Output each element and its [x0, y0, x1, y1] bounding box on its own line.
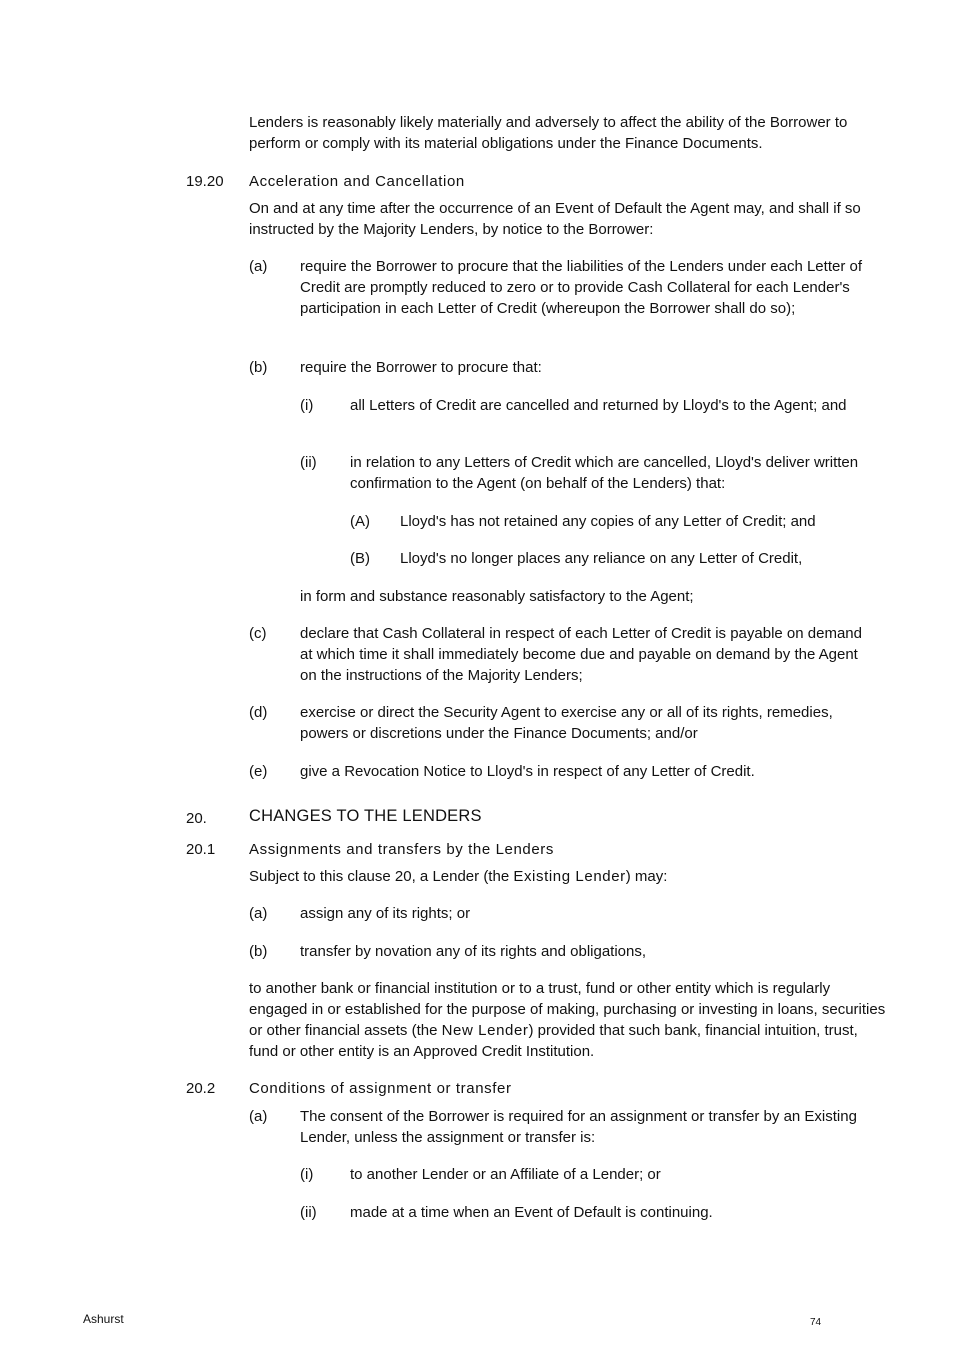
clause-20-1-heading: Assignments and transfers by the Lenders [249, 841, 554, 858]
item-e-label: (e) [249, 763, 268, 780]
footer-page-number: 74 [810, 1317, 822, 1328]
clause-20-2-number: 20.2 [186, 1080, 216, 1097]
item-b-ii-A-label: (A) [350, 513, 370, 530]
intro-continuation-paragraph: Lenders is reasonably likely materially and adversely to affect the ability of the Borrower to perform or comply with its material obligations under the Finance Documents. [249, 114, 848, 152]
item-a-text: require the Borrower to procure that the liabilities of the Lenders under each Letter of Credit are promptly reduced to zero or to provide Cash Collateral for each Lender's participation in each Letter of Credit (whereupon the Borrower shall do so); [300, 258, 862, 317]
item-b-tail: in form and substance reasonably satisfactory to the Agent; [300, 588, 694, 605]
item-e-text: give a Revocation Notice to Lloyd's in respect of any Letter of Credit. [300, 763, 755, 780]
item-c-text: declare that Cash Collateral in respect of each Letter of Credit is payable on demand at which time it shall immediately become due and payable on demand by the Agent on the instructions of the Majority Lenders; [300, 625, 862, 684]
clause-20-2-a-ii-label: (ii) [300, 1204, 317, 1221]
clause-20-2-a-i-label: (i) [300, 1166, 314, 1183]
clause-20-2-a-label: (a) [249, 1108, 268, 1125]
clause-20-heading: CHANGES TO THE LENDERS [249, 807, 482, 825]
clause-20-1-b-label: (b) [249, 943, 268, 960]
item-c-label: (c) [249, 625, 267, 642]
clause-20-2-heading: Conditions of assignment or transfer [249, 1080, 512, 1097]
defined-term-existing-lender: Existing Lender [513, 868, 626, 885]
defined-term-new-lender: New Lender [441, 1022, 529, 1039]
item-b-label: (b) [249, 359, 268, 376]
footer-firm-name: Ashurst [83, 1312, 124, 1326]
clause-20-1-a-text: assign any of its rights; or [300, 905, 471, 922]
clause-20-1-b-text: transfer by novation any of its rights and obligations, [300, 943, 647, 960]
item-b-i-label: (i) [300, 397, 314, 414]
item-b-ii-B-text: Lloyd's no longer places any reliance on any Letter of Credit, [400, 550, 803, 567]
clause-20-2-a-text: The consent of the Borrower is required for an assignment or transfer by an Existing Lender, unless the assignment or transfer is: [300, 1108, 857, 1146]
item-b-ii-text: in relation to any Letters of Credit which are cancelled, Lloyd's deliver written confirmation to the Agent (on behalf of the Lenders) that: [350, 454, 859, 492]
clause-19-20-heading: Acceleration and Cancellation [249, 173, 465, 190]
clause-20-2-a-i-text: to another Lender or an Affiliate of a Lender; or [350, 1166, 661, 1183]
item-d-label: (d) [249, 704, 268, 721]
item-a-label: (a) [249, 258, 268, 275]
clause-20-1-tail: to another bank or financial institution or to a trust, fund or other entity which is regularly engaged in or established for the purpose of making, purchasing or investing in loans, securities or other financial assets (the New Lender) provided that such bank, financial intuition, trust, fund or other entity is an Approved Credit Institution. [249, 980, 886, 1060]
item-b-ii-A-text: Lloyd's has not retained any copies of any Letter of Credit; and [400, 513, 816, 530]
item-b-text: require the Borrower to procure that: [300, 359, 542, 376]
item-d-text: exercise or direct the Security Agent to exercise any or all of its rights, remedies, powers or discretions under the Finance Documents; and/or [300, 704, 833, 742]
item-b-ii-label: (ii) [300, 454, 317, 471]
clause-20-1-a-label: (a) [249, 905, 268, 922]
item-b-i-text: all Letters of Credit are cancelled and returned by Lloyd's to the Agent; and [350, 397, 847, 414]
clause-19-20-number: 19.20 [186, 173, 224, 190]
clause-20-1-number: 20.1 [186, 841, 216, 858]
clause-20-1-intro: Subject to this clause 20, a Lender (the Existing Lender) may: [249, 868, 668, 885]
clause-20-number: 20. [186, 810, 207, 827]
clause-19-20-intro: On and at any time after the occurrence of an Event of Default the Agent may, and shall if so instructed by the Majority Lenders, by notice to the Borrower: [249, 200, 861, 238]
clause-20-2-a-ii-text: made at a time when an Event of Default is continuing. [350, 1204, 713, 1221]
item-b-ii-B-label: (B) [350, 550, 370, 567]
